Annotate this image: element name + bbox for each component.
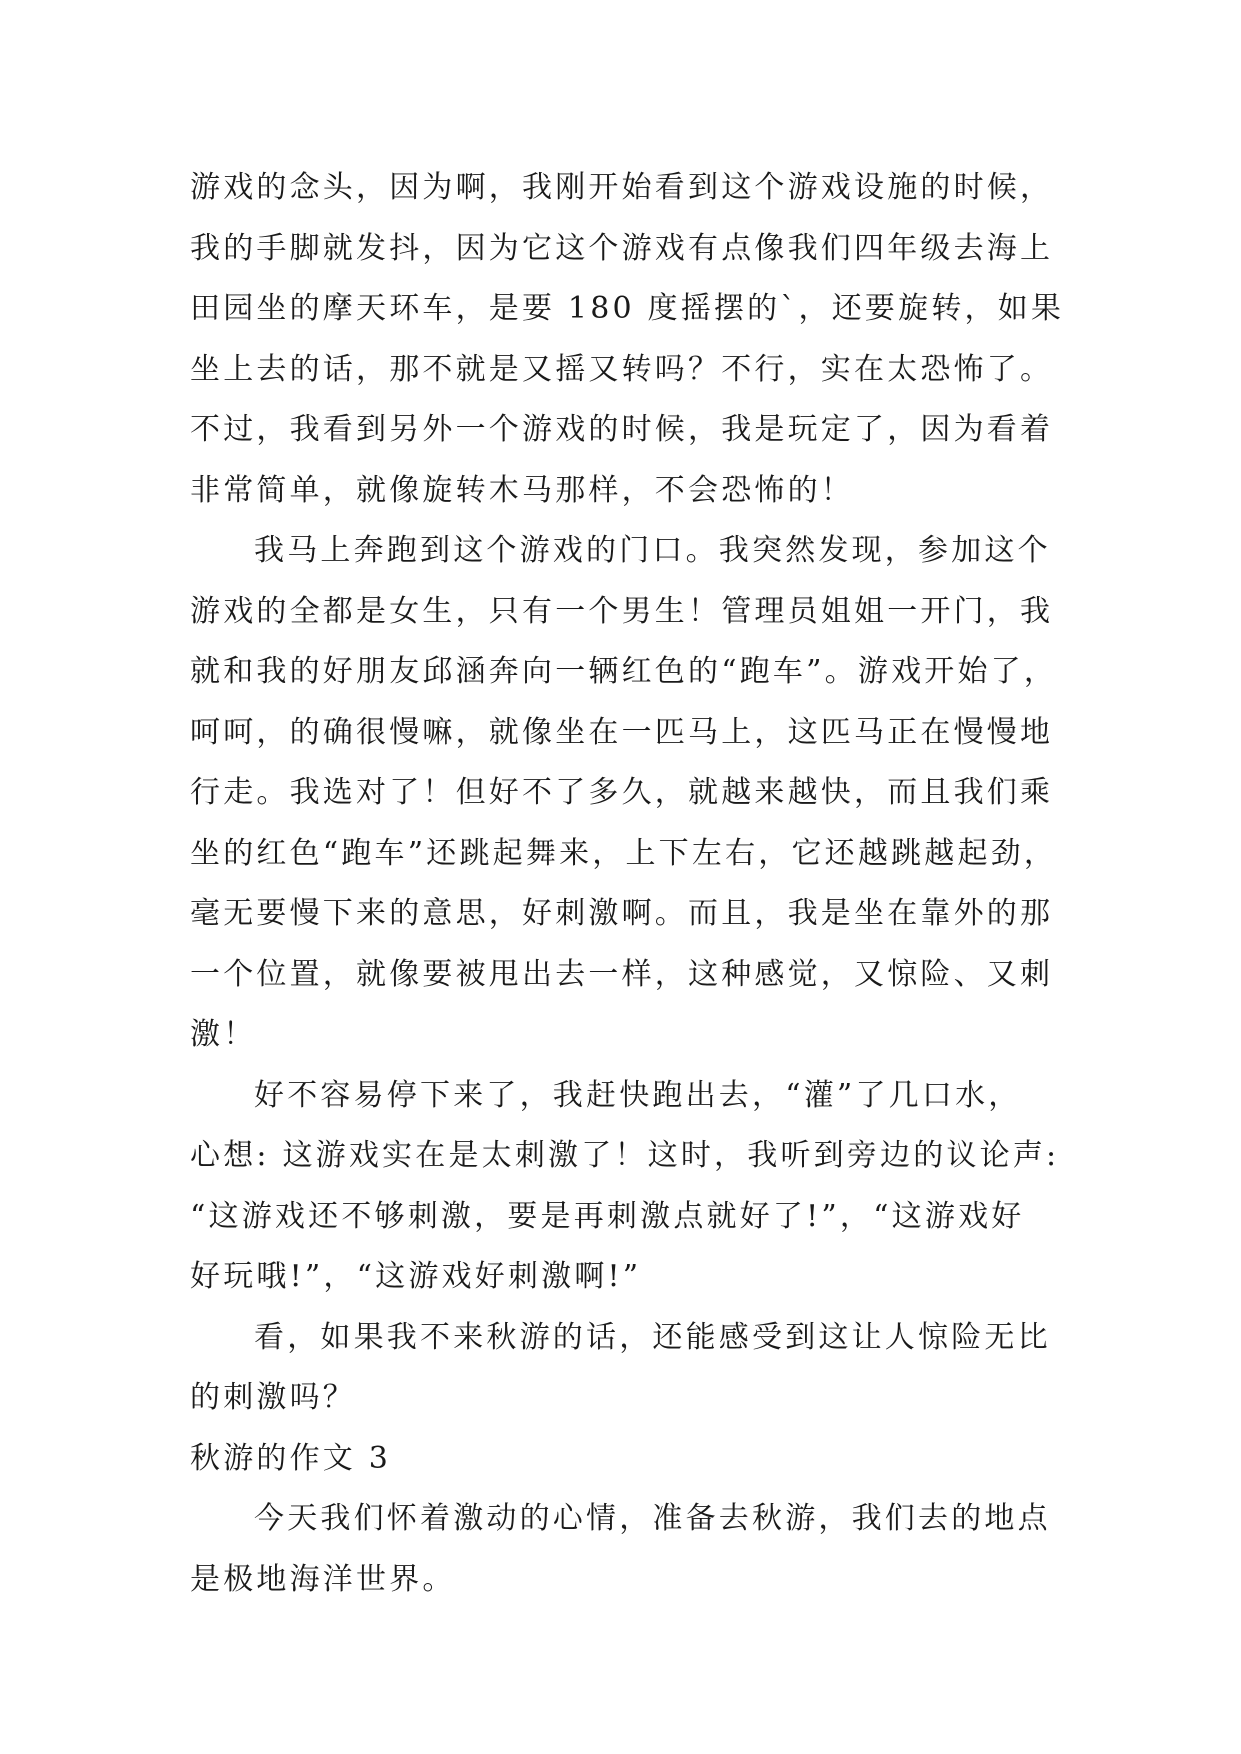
text-line: 坐的红色“跑车”还跳起舞来，上下左右，它还越跳越起劲， — [190, 835, 1058, 871]
text-line: 田园坐的摩天环车，是要 180 度摇摆的`，还要旋转，如果 — [190, 291, 1065, 326]
text-line: 不过，我看到另外一个游戏的时候，我是玩定了，因为看着 — [190, 412, 1054, 447]
text-line: 一个位置，就像要被甩出去一样，这种感觉，又惊险、又刺 — [190, 956, 1054, 992]
text-line: 游戏的全都是女生，只有一个男生！管理员姐姐一开门，我 — [190, 593, 1054, 629]
text-line: 就和我的好朋友邱涵奔向一辆红色的“跑车”。游戏开始了， — [190, 654, 1058, 689]
text-line: 游戏的念头，因为啊，我刚开始看到这个游戏设施的时候， — [190, 170, 1054, 205]
text-line: 非常简单，就像旋转木马那样，不会恐怖的！ — [190, 472, 854, 508]
paragraph-start-line: 看，如果我不来秋游的话，还能感受到这让人惊险无比 — [254, 1319, 1051, 1355]
text-line: 呵呵，的确很慢嘛，就像坐在一匹马上，这匹马正在慢慢地 — [190, 714, 1054, 750]
text-line: 我的手脚就发抖，因为它这个游戏有点像我们四年级去海上 — [190, 230, 1054, 266]
text-line: 的刺激吗？ — [190, 1380, 356, 1415]
text-line: “这游戏还不够刺激，要是再刺激点就好了!”，“这游戏好 — [190, 1198, 1025, 1234]
text-line: 是极地海洋世界。 — [190, 1561, 456, 1597]
text-line: 毫无要慢下来的意思，好刺激啊。而且，我是坐在靠外的那 — [190, 896, 1054, 931]
paragraph-start-line: 我马上奔跑到这个游戏的门口。我突然发现，参加这个 — [254, 533, 1051, 568]
essay-body — [190, 158, 1070, 1610]
text-line: 行走。我选对了！但好不了多久，就越来越快，而且我们乘 — [190, 775, 1054, 810]
paragraph-start-line: 今天我们怀着激动的心情，准备去秋游，我们去的地点 — [254, 1501, 1051, 1536]
text-line: 心想: 这游戏实在是太刺激了！这时，我听到旁边的议论声: — [190, 1138, 1060, 1173]
text-line: 好玩哦!”，“这游戏好刺激啊!” — [190, 1259, 642, 1294]
section-heading: 秋游的作文 3 — [190, 1440, 392, 1476]
text-line: 坐上去的话，那不就是又摇又转吗？不行，实在太恐怖了。 — [190, 351, 1054, 387]
paragraph-start-line: 好不容易停下来了，我赶快跑出去，“灌”了几口水， — [254, 1077, 1022, 1113]
text-line: 激！ — [190, 1017, 257, 1052]
